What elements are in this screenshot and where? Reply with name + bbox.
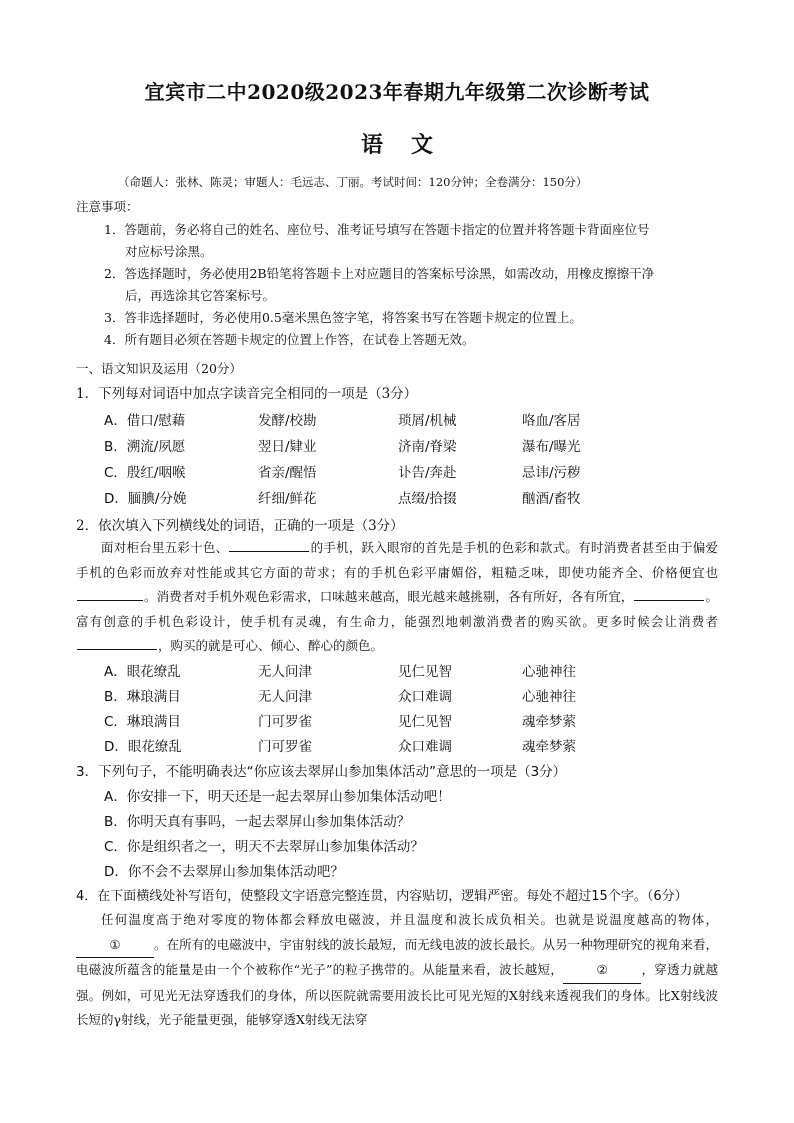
q2-passage-text: 。消费者对手机外观色彩需求，口味越来越高，眼光越来越挑剔，各有所好，各有所宜， xyxy=(144,589,634,604)
q2-option-b: B．琳琅满目 xyxy=(104,689,181,705)
q1-option-b-word: 济南/脊梁 xyxy=(398,439,457,455)
q2-option-a-word: 无人问津 xyxy=(258,664,312,680)
q1-option-a: A．借口/慰藉 xyxy=(104,413,186,429)
q2-passage-text: 面对柜台里五彩十色、 xyxy=(101,540,229,555)
question-2-stem: 2．依次填入下列横线处的词语，正确的一项是（3分） xyxy=(76,518,404,534)
q3-option-b: B．你明天真有事吗，一起去翠屏山参加集体活动？ xyxy=(104,814,411,830)
q2-option-a-word: 心驰神往 xyxy=(522,664,576,680)
q4-passage-text: 。在所有的电磁波中，宇宙射线的波长最短，而无线电波的波长最长。从另一种物理研究的视角来看，电磁波所蕴含的能量是由一个个被称作“光子”的粒子携带的。从能量来看，波长越短， xyxy=(76,936,718,977)
fill-blank-2: ② xyxy=(563,958,641,984)
exam-meta: （命题人：张林、陈灵；审题人：毛远志、丁丽。考试时间：120分钟；全卷满分：150分） xyxy=(118,175,588,189)
q1-option-d-word: 纤细/鲜花 xyxy=(258,491,317,507)
q3-option-c: C．你是组织者之一，明天不去翠屏山参加集体活动？ xyxy=(104,839,424,855)
q1-option-d: D．腼腆/分娩 xyxy=(104,491,187,507)
subject-title: 语文 xyxy=(360,132,461,158)
q1-option-c-word: 忌讳/污秽 xyxy=(522,465,581,481)
q2-passage-text: ，购买的就是可心、倾心、醉心的颜色。 xyxy=(158,638,384,653)
q2-option-d-word: 魂牵梦萦 xyxy=(522,739,576,755)
q2-option-d: D．眼花缭乱 xyxy=(104,739,182,755)
question-1-stem: 1．下列每对词语中加点字读音完全相同的一项是（3分） xyxy=(76,386,418,402)
q1-option-b-word: 瀑布/曝光 xyxy=(522,439,581,455)
fill-blank xyxy=(229,537,309,552)
section-heading: 一、语文知识及运用（20分） xyxy=(76,361,242,376)
q1-option-b-word: 翌日/肄业 xyxy=(258,439,317,455)
q2-option-b-word: 心驰神往 xyxy=(522,689,576,705)
note-item: 2．答选择题时，务必使用2B铅笔将答题卡上对应题目的答案标号涂黑，如需改动，用橡皮擦擦干净 xyxy=(104,266,655,281)
fill-blank-1: ① xyxy=(76,933,154,959)
q1-option-a-word: 琐屑/机械 xyxy=(398,413,457,429)
note-item: 4．所有题目必须在答题卡规定的位置上作答，在试卷上答题无效。 xyxy=(104,332,475,347)
q2-passage-text: 的手机，跃入眼帘的首先是手机的色彩和款式。有时消费者甚至由于偏爱手机的色彩而放弃对性能或其它方面的苛求；有的手机色彩平庸媚俗，粗糙乏味，即使功能齐全、价格便宜也 xyxy=(76,540,718,580)
q1-option-c-word: 省亲/醒悟 xyxy=(258,465,317,481)
q3-option-a: A．你安排一下，明天还是一起去翠屏山参加集体活动吧！ xyxy=(104,789,451,805)
note-item: 后，再选涂其它答案标号。 xyxy=(125,288,276,303)
q1-option-d-word: 点缀/拾掇 xyxy=(398,491,457,507)
q2-option-c: C．琳琅满目 xyxy=(104,714,181,730)
q2-option-d-word: 众口难调 xyxy=(398,739,452,755)
q1-option-d-word: 酗酒/畜牧 xyxy=(522,491,581,507)
q2-option-a-word: 见仁见智 xyxy=(398,664,452,680)
fill-blank xyxy=(77,586,143,601)
question-3-stem: 3．下列句子，不能明确表达“你应该去翠屏山参加集体活动”意思的一项是（3分） xyxy=(76,764,567,780)
q4-passage-text: 任何温度高于绝对零度的物体都会释放电磁波，并且温度和波长成负相关。也就是说温度越高的物体， xyxy=(101,912,718,927)
q2-passage xyxy=(76,536,718,659)
note-item: 对应标号涂黑。 xyxy=(125,244,213,259)
q4-passage-text: ，穿透力就越强。例如，可见光无法穿透我们的身体，所以医院就需要用波长比可见光短的X射线来透视我们的身体。比X射线波长短的γ射线，光子能量更强，能够穿透X射线无法穿 xyxy=(76,962,718,1027)
q1-option-c: C．殷红/咽喉 xyxy=(104,465,186,481)
q1-option-b: B．溯流/夙愿 xyxy=(104,439,186,455)
q2-option-c-word: 门可罗雀 xyxy=(258,714,312,730)
q3-option-d: D．你不会不去翠屏山参加集体活动吧？ xyxy=(104,864,344,880)
fill-blank xyxy=(77,635,157,650)
q2-option-a: A．眼花缭乱 xyxy=(104,664,181,680)
q2-option-c-word: 魂牵梦萦 xyxy=(522,714,576,730)
q2-option-b-word: 无人问津 xyxy=(258,689,312,705)
q2-option-b-word: 众口难调 xyxy=(398,689,452,705)
q2-option-d-word: 门可罗雀 xyxy=(258,739,312,755)
q1-option-a-word: 发酵/校勘 xyxy=(258,413,317,429)
q2-option-c-word: 见仁见智 xyxy=(398,714,452,730)
q1-option-c-word: 讣告/奔赴 xyxy=(398,465,457,481)
q2-passage-text: 。富有创意的手机色彩设计，使手机有灵魂，有生命力，能强烈地刺激消费者的购买欲。更多时候会让消费者 xyxy=(76,589,718,629)
question-4-stem: 4．在下面横线处补写语句，使整段文字语意完整连贯，内容贴切，逻辑严密。每处不超过15个字。（6分） xyxy=(76,889,688,904)
notes-heading: 注意事项： xyxy=(76,199,139,214)
q4-passage xyxy=(76,908,718,1033)
note-item: 3．答非选择题时，务必使用0.5毫米黑色签字笔，将答案书写在答题卡规定的位置上。 xyxy=(104,310,582,325)
fill-blank xyxy=(634,586,704,601)
q1-option-a-word: 咯血/客居 xyxy=(522,413,581,429)
exam-title: 宜宾市二中2020级2023年春期九年级第二次诊断考试 xyxy=(144,80,650,104)
note-item: 1．答题前，务必将自己的姓名、座位号、准考证号填写在答题卡指定的位置并将答题卡背面座位号 xyxy=(104,222,650,237)
